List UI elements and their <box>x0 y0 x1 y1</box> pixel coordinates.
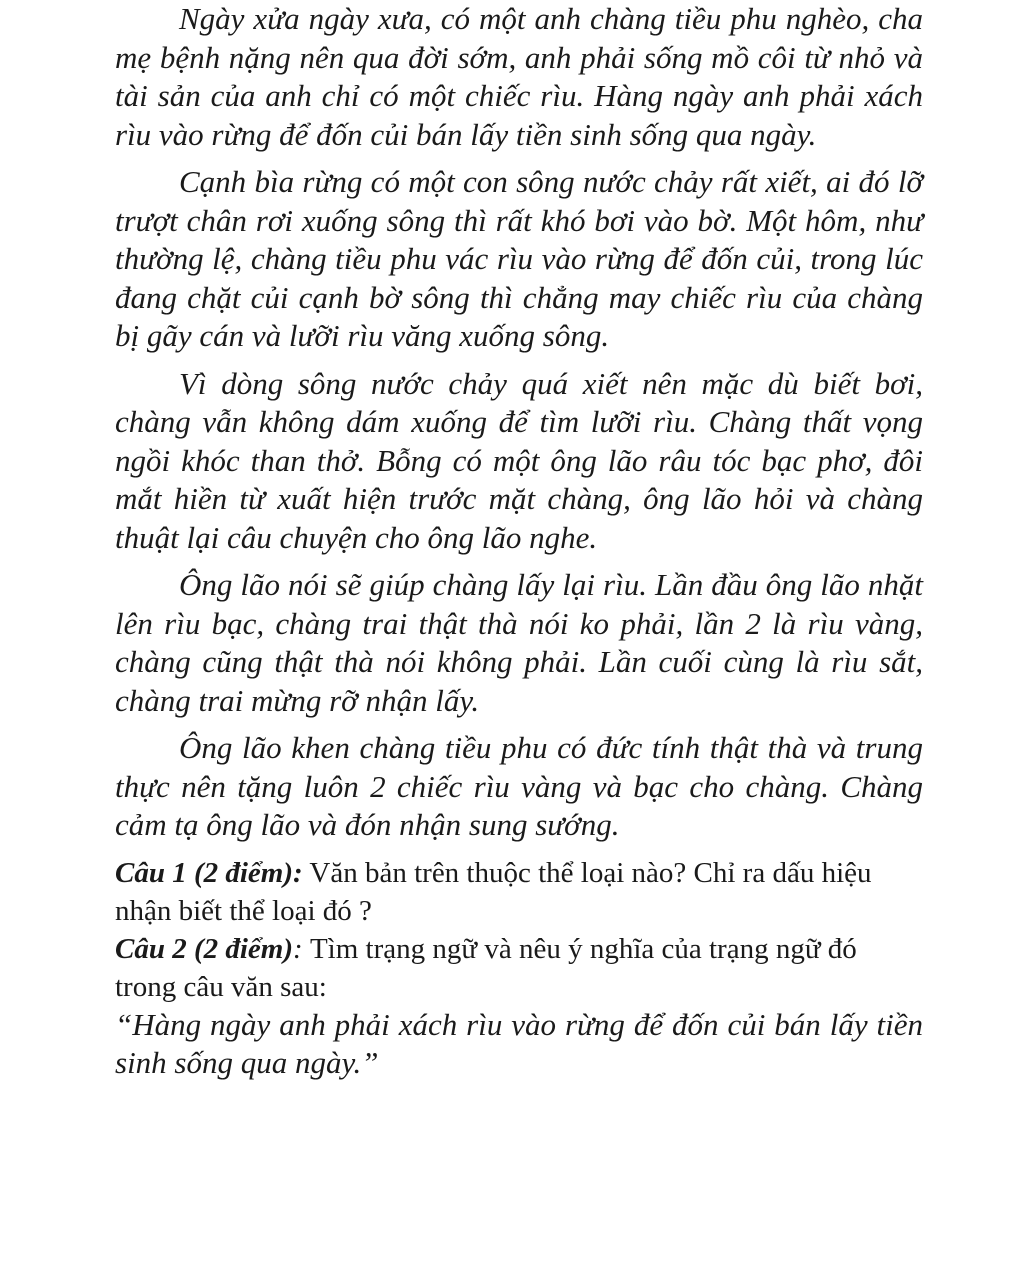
question-2-separator: : <box>293 932 310 965</box>
question-2-label: Câu 2 (2 điểm) <box>115 932 294 965</box>
question-2-text: Tìm trạng ngữ và nêu ý nghĩa của trạng ngữ đó trong câu văn sau: <box>115 932 857 1003</box>
quoted-sentence: “Hàng ngày anh phải xách rìu vào rừng để đốn củi bán lấy tiền sinh sống qua ngày.” <box>115 1006 923 1080</box>
question-1-text: Văn bản trên thuộc thể loại nào? Chỉ ra dấu hiệu nhận biết thể loại đó ? <box>115 856 872 927</box>
story-paragraph: Vì dòng sông nước chảy quá xiết nên mặc dù biết bơi, chàng vẫn không dám xuống để tìm lưỡi rìu. Chàng thất vọng ngồi khóc than thở. Bỗng có một ông lão râu tóc bạc phơ, đôi mắt hiền từ xuất hiện trước mặt chàng, ông lão hỏi và chàng thuật lại câu chuyện cho ông lão nghe. <box>115 365 923 555</box>
questions-section <box>115 854 923 1083</box>
story-text <box>115 0 923 845</box>
story-paragraph: Cạnh bìa rừng có một con sông nước chảy rất xiết, ai đó lỡ trượt chân rơi xuống sông thì rất khó bơi vào bờ. Một hôm, như thường lệ, chàng tiều phu vác rìu vào rừng để đốn củi, trong lúc đang chặt củi cạnh bờ sông thì chẳng may chiếc rìu của chàng bị gãy cán và lưỡi rìu văng xuống sông. <box>115 164 923 353</box>
question-1-label: Câu 1 (2 điểm): <box>115 856 303 889</box>
story-paragraph: Ngày xửa ngày xưa, có một anh chàng tiều phu nghèo, cha mẹ bệnh nặng nên qua đời sớm, anh phải sống mồ côi từ nhỏ và tài sản của anh chỉ có một chiếc rìu. Hàng ngày anh phải xách rìu vào rừng để đốn củi bán lấy tiền sinh sống qua ngày. <box>115 1 923 152</box>
document-page <box>115 0 923 1083</box>
story-paragraph: Ông lão nói sẽ giúp chàng lấy lại rìu. Lần đầu ông lão nhặt lên rìu bạc, chàng trai thật thà nói ko phải, lần 2 là rìu vàng, chàng cũng thật thà nói không phải. Lần cuối cùng là rìu sắt, chàng trai mừng rỡ nhận lấy. <box>115 567 923 718</box>
question-1 <box>115 854 923 930</box>
question-2 <box>115 930 923 1006</box>
story-paragraph: Ông lão khen chàng tiều phu có đức tính thật thà và trung thực nên tặng luôn 2 chiếc rìu vàng và bạc cho chàng. Chàng cảm tạ ông lão và đón nhận sung sướng. <box>115 730 923 842</box>
